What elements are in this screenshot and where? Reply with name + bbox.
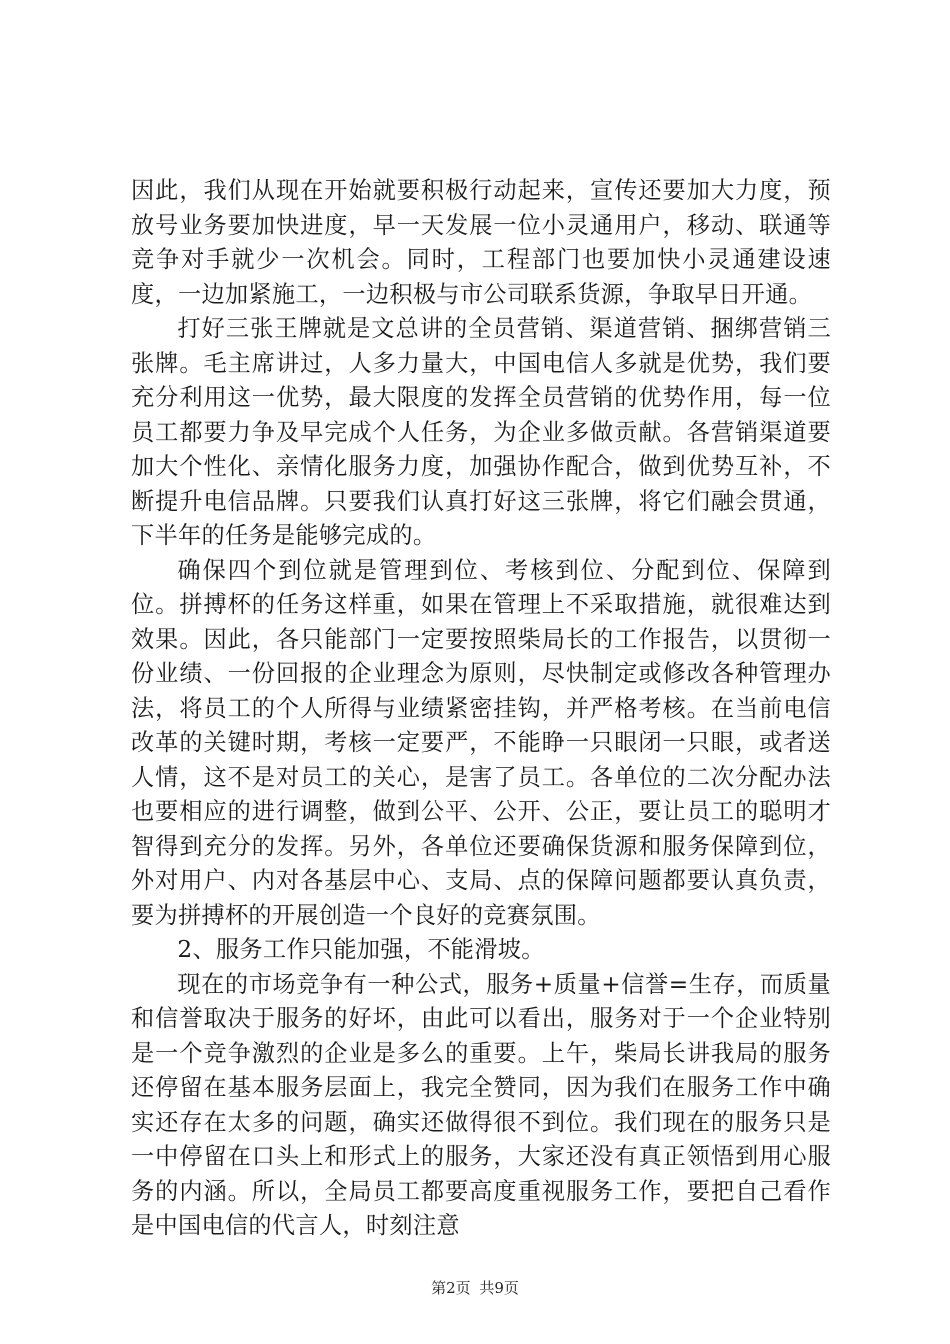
paragraph-3: 确保四个到位就是管理到位、考核到位、分配到位、保障到位。拼搏杯的任务这样重，如果在管理上不采取措施，就很难达到效果。因此，各只能部门一定要按照柴局长的工作报告，以贯彻一份业绩、一份回报的企业理念为原则，尽快制定或修改各种管理办法，将员工的个人所得与业绩紧密挂钩，并严格考核。在当前电信改革的关键时期，考核一定要严，不能睁一只眼闭一只眼，或者送人情，这不是对员工的关心，是害了员工。各单位的二次分配办法也要相应的进行调整，做到公平、公开、公正，要让员工的聪明才智得到充分的发挥。另外，各单位还要确保货源和服务保障到位，外对用户、内对各基层中心、支局、点的保障问题都要认真负责，要为拼搏杯的开展创造一个良好的竞赛氛围。 <box>131 556 831 929</box>
paragraph-1: 因此，我们从现在开始就要积极行动起来，宣传还要加大力度，预放号业务要加快进度，早一天发展一位小灵通用户，移动、联通等竞争对手就少一次机会。同时，工程部门也要加快小灵通建设速度，一边加紧施工，一边积极与市公司联系货源，争取早日开通。 <box>131 177 831 308</box>
page-total: 共9页 <box>479 1279 519 1297</box>
paragraph-5: 现在的市场竞争有一种公式，服务+质量+信誉=生存，而质量和信誉取决于服务的好坏，由此可以看出，服务对于一个企业特别是一个竞争激烈的企业是多么的重要。上午，柴局长讲我局的服务还停留在基本服务层面上，我完全赞同，因为我们在服务工作中确实还存在太多的问题，确实还做得很不到位。我们现在的服务只是一中停留在口头上和形式上的服务，大家还没有真正领悟到用心服务的内涵。所以，全局员工都要高度重视服务工作，要把自己看作是中国电信的代言人，时刻注意 <box>131 970 831 1239</box>
section-heading: 2、服务工作只能加强，不能滑坡。 <box>177 936 545 963</box>
page-footer <box>0 1277 950 1298</box>
paragraph-2: 打好三张王牌就是文总讲的全员营销、渠道营销、捆绑营销三张牌。毛主席讲过，人多力量大，中国电信人多就是优势，我们要充分利用这一优势，最大限度的发挥全员营销的优势作用，每一位员工都要力争及早完成个人任务，为企业多做贡献。各营销渠道要加大个性化、亲情化服务力度，加强协作配合，做到优势互补，不断提升电信品牌。只要我们认真打好这三张牌，将它们融会贯通，下半年的任务是能够完成的。 <box>131 315 831 549</box>
document-body <box>131 174 831 1244</box>
page-number: 第2页 <box>431 1279 471 1297</box>
